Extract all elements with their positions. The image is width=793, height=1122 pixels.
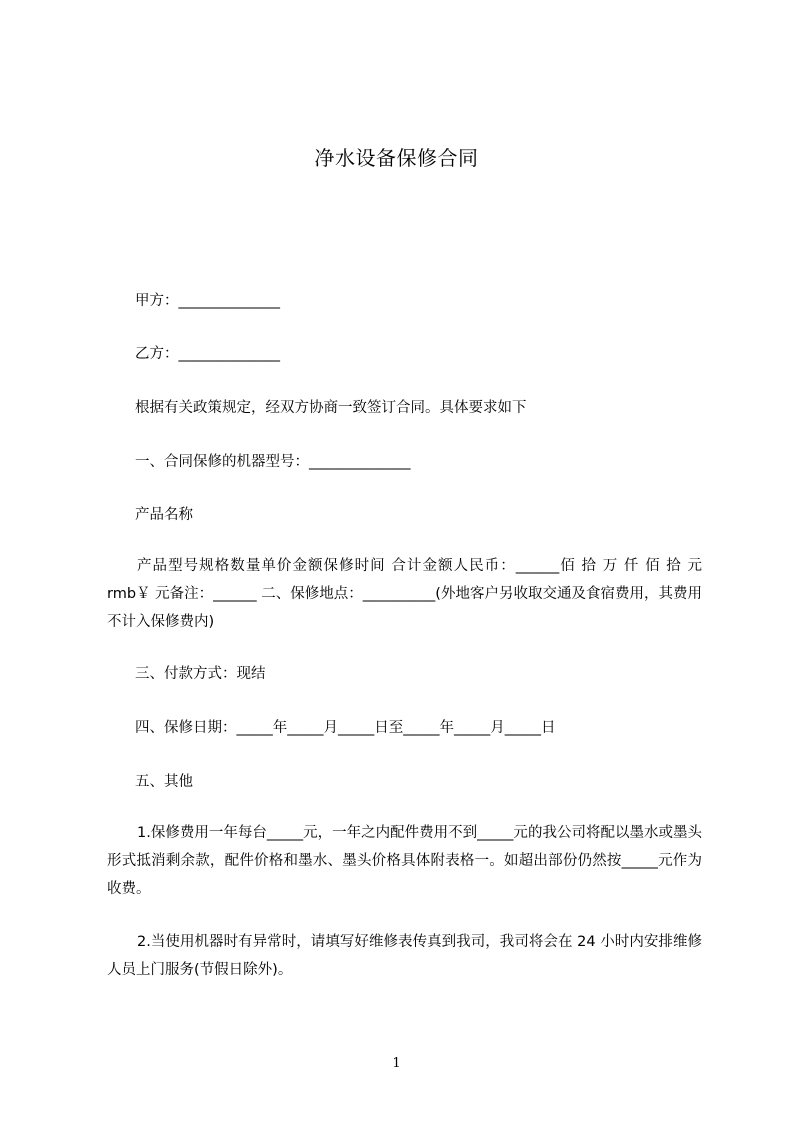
product-name-heading: 产品名称 [135, 507, 193, 523]
section-4-warranty-dates: 四、保修日期：_____年_____月_____日至_____年_____月_____日 [135, 720, 556, 736]
document-title: 净水设备保修合同 [314, 146, 479, 170]
page-number: 1 [392, 1056, 401, 1071]
section-3-payment-method: 三、付款方式：现结 [135, 666, 266, 682]
section-1-machine-model: 一、合同保修的机器型号：______________ [135, 454, 411, 470]
intro-paragraph: 根据有关政策规定，经双方协商一致签订合同。具体要求如下 [135, 400, 527, 416]
clause-1-paragraph: 1.保修费用一年每台_____元，一年之内配件费用不到_____元的我公司将配以墨水或墨头形式抵消剩余款，配件价格和墨水、墨头价格具体附表格一。如超出部份仍然按_____元作为收费。 [107, 825, 702, 897]
party-b-line: 乙方：______________ [135, 346, 280, 362]
section-5-other-heading: 五、其他 [135, 774, 193, 790]
party-a-line: 甲方：______________ [135, 293, 280, 309]
clause-2-paragraph: 2.当使用机器时有异常时，请填写好维修表传真到我司，我司将会在 24 小时内安排维修人员上门服务(节假日除外)。 [107, 934, 702, 978]
product-details-paragraph: 产品型号规格数量单价金额保修时间 合计金额人民币：______佰 拾 万 仟 佰 拾 元 rmb￥ 元备注：______ 二、保修地点：__________(外地客户另收取交通及食宿费用，其费用不计入保修费内) [107, 558, 702, 630]
